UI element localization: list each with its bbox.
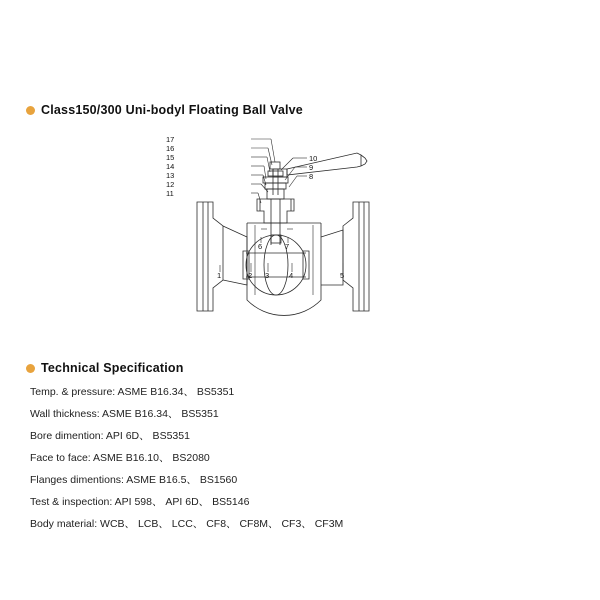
spec-row: Test & inspection: API 598、 API 6D、 BS5146 xyxy=(30,496,250,508)
callout-9: 9 xyxy=(309,163,314,172)
callout-13: 13 xyxy=(166,171,175,180)
product-heading xyxy=(26,103,303,117)
valve-technical-drawing xyxy=(166,125,465,340)
callout-2: 2 xyxy=(248,271,253,280)
callout-12: 12 xyxy=(166,180,175,189)
handle-group xyxy=(273,153,367,177)
callout-3: 3 xyxy=(265,271,270,280)
callout-5: 5 xyxy=(340,271,345,280)
callout-1: 1 xyxy=(217,271,222,280)
callout-8: 8 xyxy=(309,172,314,181)
callout-4: 4 xyxy=(289,271,294,280)
bullet-dot-icon xyxy=(26,106,35,115)
spec-row: Flanges dimentions: ASME B16.5、 BS1560 xyxy=(30,474,238,486)
product-heading-label: Class150/300 Uni-bodyl Floating Ball Valve xyxy=(41,103,303,117)
spec-list xyxy=(30,381,450,535)
valve-drawing-svg xyxy=(175,125,465,340)
spec-heading xyxy=(26,361,184,375)
callout-6: 6 xyxy=(258,242,263,251)
spec-row: Temp. & pressure: ASME B16.34、 BS5351 xyxy=(30,386,235,398)
leader-lines-bottom xyxy=(220,237,343,272)
bullet-dot-icon xyxy=(26,364,35,373)
valve-body-group xyxy=(197,202,369,315)
callout-7: 7 xyxy=(285,242,290,251)
spec-row: Bore dimention: API 6D、 BS5351 xyxy=(30,430,190,442)
callout-14: 14 xyxy=(166,162,175,171)
callout-11: 11 xyxy=(166,189,174,198)
ball-seat-group xyxy=(243,235,309,295)
spec-row: Face to face: ASME B16.10、 BS2080 xyxy=(30,452,210,464)
callout-16: 16 xyxy=(166,144,175,153)
callout-15: 15 xyxy=(166,153,175,162)
body-detail-lines xyxy=(255,225,313,295)
spec-row: Body material: WCB、 LCB、 LCC、 CF8、 CF8M、 CF3、 CF3M xyxy=(30,518,344,530)
spec-heading-label: Technical Specification xyxy=(41,361,184,375)
callout-17: 17 xyxy=(166,135,175,144)
callout-10: 10 xyxy=(309,154,318,163)
spec-row: Wall thickness: ASME B16.34、 BS5351 xyxy=(30,408,219,420)
